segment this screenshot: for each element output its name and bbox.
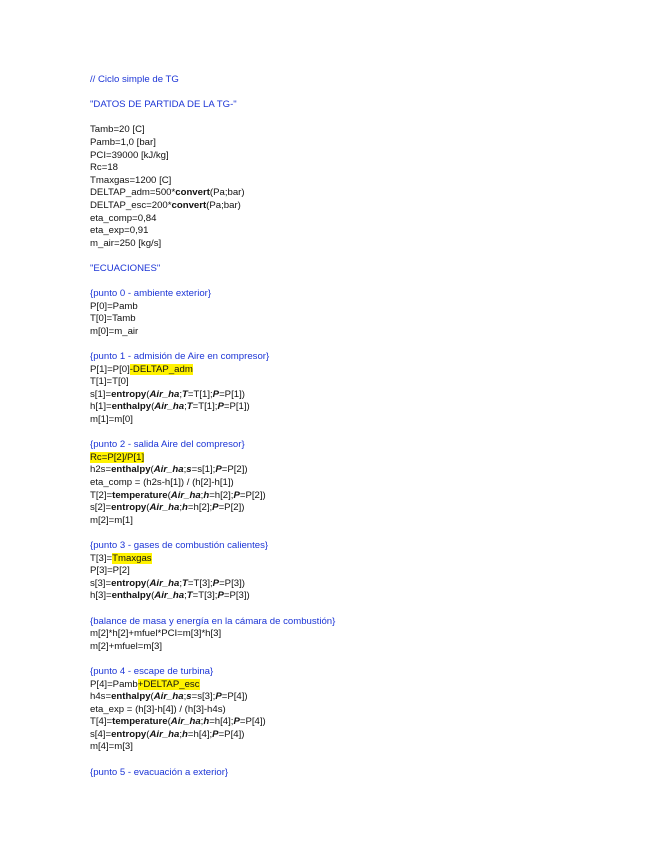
line-text: =P[1]) bbox=[223, 401, 250, 413]
code-line bbox=[90, 628, 630, 641]
comment-line bbox=[90, 666, 630, 679]
keyword-text: enthalpy bbox=[111, 464, 151, 476]
line-text: ; bbox=[179, 577, 182, 589]
keyword-text: Air_ha bbox=[153, 464, 184, 476]
line-text: h2s= bbox=[90, 464, 112, 476]
line-text: T[4]= bbox=[90, 716, 113, 728]
line-text: ; bbox=[183, 464, 187, 476]
keyword-text: P bbox=[215, 691, 222, 703]
keyword-text: Air_ha bbox=[170, 489, 201, 501]
code-line bbox=[90, 590, 630, 603]
keyword-text: enthalpy bbox=[111, 691, 151, 703]
code-line bbox=[90, 578, 630, 591]
line-text: ( bbox=[167, 489, 171, 501]
code-line bbox=[90, 187, 630, 200]
code-line bbox=[90, 553, 630, 566]
keyword-text: P bbox=[212, 388, 220, 400]
code-line bbox=[90, 389, 630, 402]
line-text: m[2]+mfuel=m[3] bbox=[90, 640, 162, 652]
code-line bbox=[90, 326, 630, 339]
line-text: Pamb=1,0 [bar] bbox=[90, 136, 156, 148]
line-text: =P[1]) bbox=[219, 388, 245, 400]
code-line bbox=[90, 641, 630, 654]
highlighted-text: Rc=P[2]/P[1] bbox=[90, 451, 145, 463]
comment-line bbox=[90, 616, 630, 629]
keyword-text: Air_ha bbox=[170, 716, 201, 728]
line-text: eta_exp = (h[3]-h[4]) / (h[3]-h4s) bbox=[90, 703, 226, 715]
comment-line bbox=[90, 263, 630, 276]
code-line bbox=[90, 565, 630, 578]
keyword-text: T bbox=[186, 401, 193, 413]
code-line bbox=[90, 515, 630, 528]
line-text: =h[2]; bbox=[187, 502, 213, 514]
comment-line bbox=[90, 351, 630, 364]
line-text: m[2]=m[1] bbox=[90, 514, 133, 526]
keyword-text: Air_ha bbox=[154, 590, 185, 602]
comment-line bbox=[90, 74, 630, 87]
keyword-text: Air_ha bbox=[153, 691, 184, 703]
code-line bbox=[90, 704, 630, 717]
code-line bbox=[90, 150, 630, 163]
keyword-text: Air_ha bbox=[149, 388, 180, 400]
line-text: =P[3]) bbox=[219, 577, 245, 589]
line-text: (Pa;bar) bbox=[206, 199, 241, 211]
keyword-text: h bbox=[182, 728, 188, 740]
blank-line bbox=[90, 754, 630, 767]
line-text: Tmaxgas=1200 [C] bbox=[90, 174, 172, 186]
keyword-text: convert bbox=[175, 187, 210, 199]
line-text: =P[4]) bbox=[221, 691, 248, 703]
keyword-text: entropy bbox=[111, 502, 147, 514]
line-text: ; bbox=[179, 388, 182, 400]
line-text: ; bbox=[179, 502, 182, 514]
line-text: {balance de masa y energía en la cámara de combustión} bbox=[90, 615, 336, 627]
line-text: m[4]=m[3] bbox=[90, 741, 133, 753]
code-line bbox=[90, 313, 630, 326]
line-text: =h[4]; bbox=[209, 716, 234, 728]
blank-line bbox=[90, 112, 630, 125]
keyword-text: T bbox=[186, 590, 193, 602]
line-text: =T[1]; bbox=[187, 388, 213, 400]
keyword-text: entropy bbox=[111, 577, 147, 589]
keyword-text: P bbox=[233, 716, 240, 728]
line-text: (Pa;bar) bbox=[209, 187, 245, 199]
code-line bbox=[90, 477, 630, 490]
keyword-text: convert bbox=[171, 199, 207, 211]
code-line bbox=[90, 376, 630, 389]
code-line bbox=[90, 490, 630, 503]
line-text: P[1]=P[0] bbox=[90, 363, 130, 375]
line-text: {punto 4 - escape de turbina} bbox=[90, 665, 214, 677]
line-text: ( bbox=[146, 728, 150, 740]
code-line bbox=[90, 213, 630, 226]
line-text: =T[3]; bbox=[192, 590, 218, 602]
comment-line bbox=[90, 288, 630, 301]
blank-line bbox=[90, 427, 630, 440]
keyword-text: P bbox=[212, 728, 219, 740]
line-text: PCI=39000 [kJ/kg] bbox=[90, 149, 169, 161]
line-text: =P[4]) bbox=[239, 716, 266, 728]
comment-line bbox=[90, 540, 630, 553]
keyword-text: entropy bbox=[111, 728, 147, 740]
code-line bbox=[90, 502, 630, 515]
line-text: ( bbox=[167, 716, 171, 728]
keyword-text: s bbox=[186, 464, 192, 476]
line-text: ( bbox=[151, 401, 155, 413]
line-text: ( bbox=[146, 502, 150, 514]
line-text: m[1]=m[0] bbox=[90, 414, 133, 426]
line-text: "DATOS DE PARTIDA DE LA TG-" bbox=[90, 99, 237, 111]
code-line bbox=[90, 200, 630, 213]
line-text: m_air=250 [kg/s] bbox=[90, 237, 162, 249]
keyword-text: Air_ha bbox=[149, 502, 180, 514]
keyword-text: Air_ha bbox=[154, 401, 185, 413]
keyword-text: h bbox=[203, 716, 210, 728]
line-text: ; bbox=[184, 401, 187, 413]
blank-line bbox=[90, 338, 630, 351]
line-text: =P[2]) bbox=[218, 502, 245, 514]
line-text: h[3]= bbox=[90, 590, 112, 602]
line-text: h[1]= bbox=[90, 401, 112, 413]
line-text: "ECUACIONES" bbox=[90, 262, 161, 274]
code-line bbox=[90, 137, 630, 150]
keyword-text: T bbox=[182, 388, 188, 400]
keyword-text: temperature bbox=[112, 716, 168, 728]
line-text: ; bbox=[200, 716, 204, 728]
keyword-text: P bbox=[212, 577, 220, 589]
document-page bbox=[90, 74, 630, 779]
line-text: =P[3]) bbox=[223, 590, 250, 602]
line-text: =T[1]; bbox=[192, 401, 218, 413]
line-text: =P[2]) bbox=[239, 489, 266, 501]
line-text: P[0]=Pamb bbox=[90, 300, 138, 312]
line-text: T[2]= bbox=[90, 489, 113, 501]
code-line bbox=[90, 238, 630, 251]
keyword-text: P bbox=[217, 590, 224, 602]
line-text: {punto 3 - gases de combustión calientes} bbox=[90, 539, 269, 551]
highlighted-text: -DELTAP_adm bbox=[129, 363, 193, 375]
line-text: =s[1]; bbox=[191, 464, 216, 476]
blank-line bbox=[90, 276, 630, 289]
keyword-text: P bbox=[217, 401, 224, 413]
line-text: ( bbox=[150, 464, 154, 476]
line-text: =P[2]) bbox=[221, 464, 248, 476]
code-line bbox=[90, 401, 630, 414]
code-line bbox=[90, 225, 630, 238]
code-line bbox=[90, 716, 630, 729]
line-text: =h[4]; bbox=[187, 728, 213, 740]
keyword-text: P bbox=[212, 502, 219, 514]
keyword-text: Air_ha bbox=[149, 728, 180, 740]
line-text: h4s= bbox=[90, 691, 112, 703]
line-text: DELTAP_esc=200* bbox=[90, 199, 172, 211]
blank-line bbox=[90, 653, 630, 666]
code-line bbox=[90, 364, 630, 377]
keyword-text: h bbox=[182, 502, 188, 514]
line-text: ( bbox=[146, 577, 150, 589]
line-text: s[3]= bbox=[90, 577, 112, 589]
comment-line bbox=[90, 439, 630, 452]
line-text: eta_comp=0,84 bbox=[90, 212, 157, 224]
line-text: ; bbox=[200, 489, 204, 501]
keyword-text: h bbox=[203, 489, 210, 501]
code-line bbox=[90, 452, 630, 465]
line-text: // Ciclo simple de TG bbox=[90, 74, 179, 85]
blank-line bbox=[90, 527, 630, 540]
line-text: ( bbox=[150, 691, 154, 703]
keyword-text: s bbox=[186, 691, 192, 703]
blank-line bbox=[90, 603, 630, 616]
line-text: eta_exp=0,91 bbox=[90, 225, 149, 237]
line-text: P[4]=Pamb bbox=[90, 678, 138, 690]
code-line bbox=[90, 301, 630, 314]
comment-line bbox=[90, 99, 630, 112]
line-text: ( bbox=[151, 590, 155, 602]
line-text: m[0]=m_air bbox=[90, 325, 139, 337]
line-text: T[0]=Tamb bbox=[90, 313, 136, 325]
line-text: ; bbox=[183, 691, 187, 703]
code-line bbox=[90, 124, 630, 137]
line-text: DELTAP_adm=500* bbox=[90, 187, 176, 199]
code-line bbox=[90, 464, 630, 477]
keyword-text: P bbox=[233, 489, 240, 501]
line-text: m[2]*h[2]+mfuel*PCI=m[3]*h[3] bbox=[90, 628, 222, 640]
line-text: {punto 1 - admisión de Aire en compresor} bbox=[90, 351, 270, 363]
line-text: ; bbox=[184, 590, 187, 602]
comment-line bbox=[90, 767, 630, 780]
line-text: Tamb=20 [C] bbox=[90, 124, 145, 136]
keyword-text: P bbox=[215, 464, 222, 476]
code-line bbox=[90, 162, 630, 175]
blank-line bbox=[90, 250, 630, 263]
keyword-text: entropy bbox=[111, 388, 147, 400]
line-text: {punto 2 - salida Aire del compresor} bbox=[90, 439, 245, 451]
blank-line bbox=[90, 87, 630, 100]
keyword-text: T bbox=[182, 577, 188, 589]
code-line bbox=[90, 175, 630, 188]
line-text: s[2]= bbox=[90, 502, 112, 514]
line-text: ; bbox=[179, 728, 182, 740]
keyword-text: enthalpy bbox=[111, 590, 152, 602]
code-line bbox=[90, 679, 630, 692]
line-text: {punto 0 - ambiente exterior} bbox=[90, 288, 212, 300]
line-text: s[4]= bbox=[90, 728, 112, 740]
line-text: T[3]= bbox=[90, 552, 113, 564]
line-text: ( bbox=[146, 388, 150, 400]
line-text: =h[2]; bbox=[209, 489, 234, 501]
code-line bbox=[90, 414, 630, 427]
highlighted-text: Tmaxgas bbox=[112, 552, 152, 564]
highlighted-text: +DELTAP_esc bbox=[137, 678, 200, 690]
code-line bbox=[90, 729, 630, 742]
keyword-text: Air_ha bbox=[149, 577, 180, 589]
line-text: {punto 5 - evacuación a exterior} bbox=[90, 766, 229, 778]
code-line bbox=[90, 741, 630, 754]
line-text: =s[3]; bbox=[191, 691, 216, 703]
line-text: T[1]=T[0] bbox=[90, 376, 129, 388]
line-text: s[1]= bbox=[90, 388, 112, 400]
keyword-text: temperature bbox=[112, 489, 168, 501]
line-text: P[3]=P[2] bbox=[90, 565, 130, 577]
code-line bbox=[90, 691, 630, 704]
line-text: =P[4]) bbox=[218, 728, 245, 740]
keyword-text: enthalpy bbox=[111, 401, 152, 413]
line-text: Rc=18 bbox=[90, 162, 118, 174]
line-text: eta_comp = (h2s-h[1]) / (h[2]-h[1]) bbox=[90, 477, 234, 488]
line-text: =T[3]; bbox=[187, 577, 213, 589]
